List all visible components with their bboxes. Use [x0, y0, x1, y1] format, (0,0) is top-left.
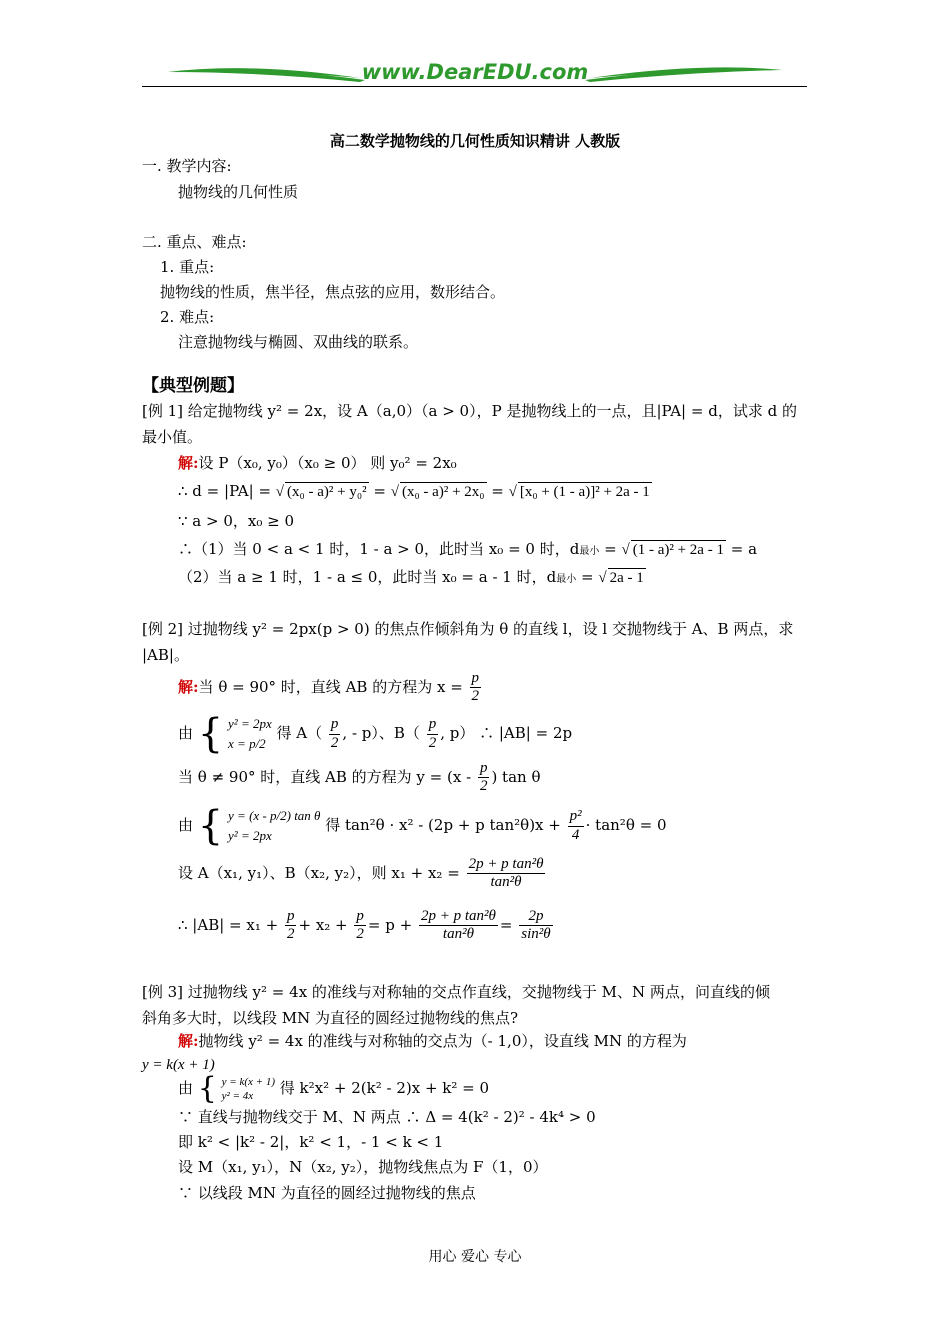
page-title: 高二数学抛物线的几何性质知识精讲 人教版 [329, 132, 621, 150]
solution-label: 解: [178, 677, 199, 696]
ex3-line-7: ∵ 以线段 MN 为直径的圆经过抛物线的焦点 [178, 1184, 476, 1202]
ex1-question: [例 1] 给定抛物线 y² = 2x，设 A（a,0）（a > 0），P 是抛物线上的一点，且|PA| = d，试求 d 的 [142, 402, 797, 420]
solution-label: 解: [178, 1032, 199, 1050]
ex2-line-6: ∴ |AB| = x₁ + $\frac{p}{2}$ + x₂ + $\frac{p}{2}$ = p + $\frac{\text{2p + p tan²θ}}{\text{tan²θ}}$ = $\frac{2p}{\text{sin²θ}}$ [178, 908, 551, 943]
fraction: $\frac{2p}{\text{sin²θ}}$ [521, 908, 551, 943]
ex3-line-3: 由 { y = k(x + 1) y² = 4x 得 k²x² + 2(k² - 2)x + k² = 0 [178, 1071, 490, 1106]
left-brace-icon: { [197, 711, 224, 757]
ex2-question: [例 2] 过抛物线 y² = 2px(p > 0) 的焦点作倾斜角为 θ 的直线 l，设 l 交抛物线于 A、B 两点，求 [142, 620, 794, 638]
equation-system: y² = 2px x = p/2 [228, 716, 272, 751]
ex3-question: [例 3] 过抛物线 y² = 4x 的准线与对称轴的交点作直线，交抛物线于 M、N 两点，问直线的倾 [142, 983, 770, 1001]
fraction: $\frac{\text{p²}}{4}$ [569, 808, 582, 843]
fraction: $\frac{p}{2}$ [428, 716, 437, 751]
ex2-question-cont: |AB|。 [142, 646, 189, 664]
ex2-line-5: 设 A（x₁, y₁）、B（x₂, y₂），则 x₁ + x₂ = $\frac{\text{2p + p tan²θ}}{\text{tan²θ}}$ [178, 856, 544, 891]
left-brace-icon: { [197, 1071, 217, 1106]
fraction: $\frac{p}{2}$ [471, 670, 480, 705]
header-rule [142, 86, 807, 87]
key-point-text: 抛物线的性质，焦半径，焦点弦的应用，数形结合。 [160, 283, 506, 301]
header-logo [160, 58, 790, 88]
ex2-line-2: 由 { y² = 2px x = p/2 得 A（ $\frac{p}{2}$ , - p）、B（ $\frac{p}{2}$ , p） ∴ |AB| = 2p [178, 711, 573, 757]
difficulty-label: 2. 难点: [160, 308, 215, 326]
fraction: $\frac{\text{2p + p tan²θ}}{\text{tan²θ}}$ [420, 908, 496, 943]
ex3-line-2: y = k(x + 1) [142, 1057, 215, 1073]
difficulty-text: 注意抛物线与椭圆、双曲线的联系。 [178, 333, 419, 351]
section-2-heading: 二. 重点、难点: [142, 233, 247, 251]
examples-heading: 【典型例题】 [142, 376, 244, 396]
ex1-line-5: （2）当 a ≥ 1 时，1 - a ≤ 0，此时当 x₀ = a - 1 时，d最小 = √ 2a - 1 [178, 568, 644, 586]
fraction: $\frac{p}{2}$ [479, 760, 488, 795]
logo-text: www.DearEDU.com [361, 60, 589, 84]
section-1-heading: 一. 教学内容: [142, 157, 232, 175]
solution-label: 解: [178, 454, 199, 472]
ex3-question-cont: 斜角多大时，以线段 MN 为直径的圆经过抛物线的焦点? [142, 1009, 519, 1027]
ex1-line-3: ∵ a > 0，x₀ ≥ 0 [178, 512, 295, 530]
ex1-line-2: ∴ d = |PA| = √ (x₀ - a)² + y₀² = √ (x₀ - a)² + 2x₀ = √ [x₀ + (1 - a)]² + 2a - 1 [178, 482, 650, 500]
ex1-line-1: 解:设 P（x₀, y₀）（x₀ ≥ 0） 则 y₀² = 2x₀ [178, 454, 457, 472]
equation-system: y = (x - p/2) tan θ y² = 2px [228, 808, 321, 843]
ex3-line-6: 设 M（x₁, y₁），N（x₂, y₂），抛物线焦点为 F（1，0） [178, 1158, 548, 1176]
ex2-line-1: 解:当 θ = 90° 时，直线 AB 的方程为 x = $\frac{p}{2}$ [178, 670, 480, 705]
ex1-line-4: ∴（1）当 0 < a < 1 时，1 - a > 0，此时当 x₀ = 0 时，d最小 = √ (1 - a)² + 2a - 1 = a [178, 540, 758, 558]
equation-system: y = k(x + 1) y² = 4x [221, 1076, 275, 1102]
fraction: $\frac{p}{2}$ [286, 908, 295, 943]
fraction: $\frac{\text{2p + p tan²θ}}{\text{tan²θ}}$ [468, 856, 544, 891]
ex3-line-5: 即 k² < |k² - 2|，k² < 1，- 1 < k < 1 [178, 1133, 444, 1151]
ex3-line-4: ∵ 直线与抛物线交于 M、N 两点 ∴ Δ = 4(k² - 2)² - 4k⁴ > 0 [178, 1108, 596, 1126]
left-brace-icon: { [197, 803, 224, 849]
section-1-content: 抛物线的几何性质 [178, 183, 299, 201]
ex2-line-3: 当 θ ≠ 90° 时，直线 AB 的方程为 y = (x - $\frac{p}{2}$ ) tan θ [178, 760, 541, 795]
fraction: $\frac{p}{2}$ [356, 908, 364, 943]
key-point-label: 1. 重点: [160, 258, 215, 276]
page-footer: 用心 爱心 专心 [428, 1249, 522, 1265]
ex2-line-4: 由 { y = (x - p/2) tan θ y² = 2px 得 tan²θ · x² - (2p + p tan²θ)x + $\frac{\text{p²}}{4}$ · tan²θ = 0 [178, 803, 667, 849]
ex1-question-cont: 最小值。 [142, 428, 203, 446]
fraction: $\frac{p}{2}$ [330, 716, 339, 751]
ex3-line-1: 解:抛物线 y² = 4x 的准线与对称轴的交点为（- 1,0），设直线 MN 的方程为 [178, 1032, 687, 1050]
